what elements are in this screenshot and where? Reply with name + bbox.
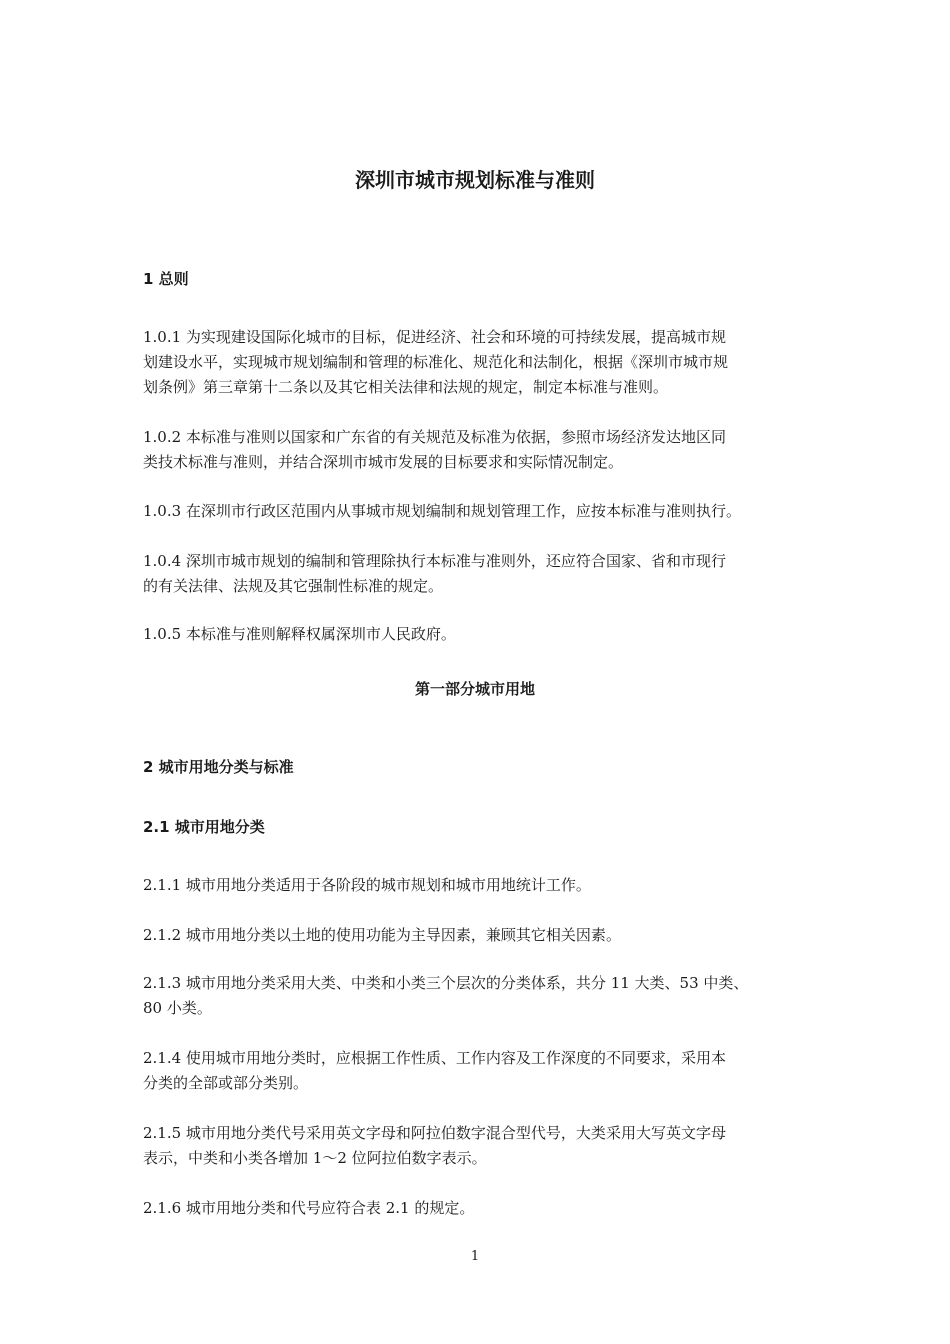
paragraph-1-0-4 [143, 549, 808, 599]
paragraph-line: 分类的全部或部分类别。 [143, 1074, 309, 1092]
section-heading-2: 2 城市用地分类与标准 [143, 758, 294, 776]
paragraph-1-0-3 [143, 499, 808, 524]
paragraph-line: 1.0.1 为实现建设国际化城市的目标，促进经济、社会和环境的可持续发展，提高城市规 [143, 328, 726, 346]
paragraph-line: 2.1.2 城市用地分类以土地的使用功能为主导因素，兼顾其它相关因素。 [143, 926, 621, 944]
paragraph-2-1-6 [143, 1196, 808, 1221]
paragraph-line: 类技术标准与准则，并结合深圳市城市发展的目标要求和实际情况制定。 [143, 453, 624, 471]
paragraph-line: 1.0.5 本标准与准则解释权属深圳市人民政府。 [143, 625, 456, 643]
paragraph-line: 2.1.3 城市用地分类采用大类、中类和小类三个层次的分类体系，共分 11 大类、53 中类、 [143, 974, 749, 992]
paragraph-line: 表示，中类和小类各增加 1～2 位阿拉伯数字表示。 [143, 1149, 487, 1167]
paragraph-2-1-2 [143, 923, 808, 948]
paragraph-1-0-1 [143, 325, 808, 400]
paragraph-2-1-3 [143, 971, 808, 1021]
paragraph-line: 80 小类。 [143, 999, 212, 1017]
paragraph-line: 2.1.4 使用城市用地分类时，应根据工作性质、工作内容及工作深度的不同要求，采用本 [143, 1049, 726, 1067]
paragraph-line: 1.0.4 深圳市城市规划的编制和管理除执行本标准与准则外，还应符合国家、省和市现行 [143, 552, 726, 570]
paragraph-1-0-5 [143, 622, 808, 647]
paragraph-line: 2.1.1 城市用地分类适用于各阶段的城市规划和城市用地统计工作。 [143, 876, 591, 894]
paragraph-2-1-5 [143, 1121, 808, 1171]
document-title: 深圳市城市规划标准与准则 [355, 168, 595, 192]
paragraph-2-1-1 [143, 873, 808, 898]
section-heading-2-1: 2.1 城市用地分类 [143, 818, 265, 836]
paragraph-2-1-4 [143, 1046, 808, 1096]
page-number: 1 [470, 1249, 480, 1264]
paragraph-line: 划条例》第三章第十二条以及其它相关法律和法规的规定，制定本标准与准则。 [143, 378, 669, 396]
paragraph-line: 划建设水平，实现城市规划编制和管理的标准化、规范化和法制化，根据《深圳市城市规 [143, 353, 729, 371]
paragraph-line: 1.0.3 在深圳市行政区范围内从事城市规划编制和规划管理工作，应按本标准与准则执行。 [143, 502, 741, 520]
paragraph-1-0-2 [143, 425, 808, 475]
section-heading-1: 1 总则 [143, 270, 189, 288]
paragraph-line: 的有关法律、法规及其它强制性标准的规定。 [143, 577, 444, 595]
part-heading: 第一部分城市用地 [414, 680, 535, 698]
paragraph-line: 2.1.6 城市用地分类和代号应符合表 2.1 的规定。 [143, 1199, 475, 1217]
paragraph-line: 1.0.2 本标准与准则以国家和广东省的有关规范及标准为依据，参照市场经济发达地区同 [143, 428, 726, 446]
paragraph-line: 2.1.5 城市用地分类代号采用英文字母和阿拉伯数字混合型代号，大类采用大写英文字母 [143, 1124, 726, 1142]
